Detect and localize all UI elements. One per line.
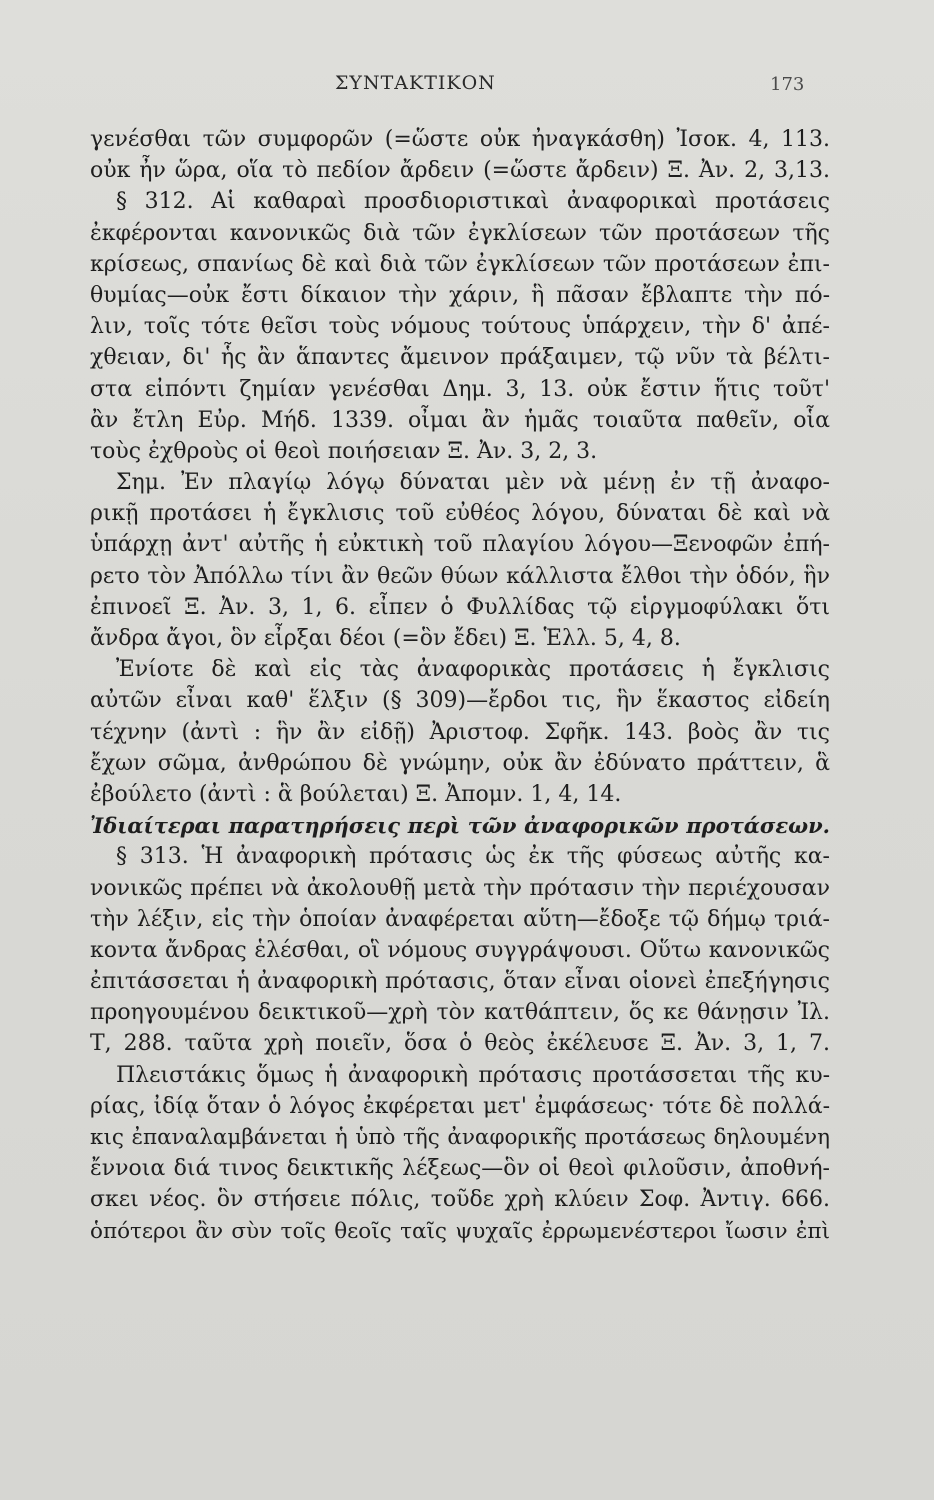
text-line: κρίσεως, σπανίως δὲ καὶ διὰ τῶν ἐγκλίσεων τῶν προτάσεων ἐπι-: [90, 251, 830, 277]
text-line: τοὺς ἐχθροὺς οἱ θεοὶ ποιήσειαν Ξ. Ἀν. 3, 2, 3.: [90, 438, 598, 464]
text-line: τὴν λέξιν, εἰς τὴν ὁποίαν ἀναφέρεται αὕτη—ἔδοξε τῷ δήμῳ τριά-: [90, 906, 830, 932]
text-line: ὑπάρχῃ ἀντ' αὐτῆς ἡ εὐκτικὴ τοῦ πλαγίου λόγου—Ξενοφῶν ἐπή-: [90, 532, 830, 558]
text-line: χθειαν, δι' ἧς ἂν ἅπαντες ἄμεινον πράξαιμεν, τῷ νῦν τὰ βέλτι-: [90, 345, 830, 371]
running-title: ΣΥΝΤΑΚΤΙΚΟΝ: [335, 72, 496, 94]
paragraph-start-line: Ἐνίοτε δὲ καὶ εἰς τὰς ἀναφορικὰς προτάσεις ἡ ἔγκλισις: [116, 657, 830, 683]
subsection-heading: Ἰδιαίτεραι παρατηρήσεις περὶ τῶν ἀναφορικῶν προτάσεων.: [90, 813, 830, 839]
text-line: ἐπινοεῖ Ξ. Ἀν. 3, 1, 6. εἶπεν ὁ Φυλλίδας τῷ εἱργμοφύλακι ὅτι: [90, 594, 830, 620]
text-line: ρίας, ἰδίᾳ ὅταν ὁ λόγος ἐκφέρεται μετ' ἐμφάσεως· τότε δὲ πολλά-: [90, 1093, 830, 1119]
text-line: ρικῇ προτάσει ἡ ἔγκλισις τοῦ εὐθέος λόγου, δύναται δὲ καὶ νὰ: [90, 501, 830, 527]
page-number: 173: [770, 74, 805, 95]
text-line: ἔννοια διά τινος δεικτικῆς λέξεως—ὃν οἱ θεοὶ φιλοῦσιν, ἀποθνή-: [90, 1156, 830, 1182]
text-line: στα εἰπόντι ζημίαν γενέσθαι Δημ. 3, 13. οὐκ ἔστιν ἥτις τοῦτ': [90, 376, 830, 402]
text-line: νονικῶς πρέπει νὰ ἀκολουθῇ μετὰ τὴν πρότασιν τὴν περιέχουσαν: [90, 875, 830, 901]
text-line: λιν, τοῖς τότε θεῖσι τοὺς νόμους τούτους ὑπάρχειν, τὴν δ' ἀπέ-: [90, 314, 830, 340]
paragraph-start-line: Πλειστάκις ὅμως ἡ ἀναφορικὴ πρότασις προτάσσεται τῆς κυ-: [116, 1062, 830, 1088]
text-line: ὁπότεροι ἂν σὺν τοῖς θεοῖς ταῖς ψυχαῖς ἐρρωμενέστεροι ἴωσιν ἐπὶ: [90, 1218, 830, 1244]
text-line: ἐβούλετο (ἀντὶ : ἃ βούλεται) Ξ. Ἀπομν. 1, 4, 14.: [90, 781, 622, 807]
running-head: [0, 72, 934, 102]
text-line: αὐτῶν εἶναι καθ' ἕλξιν (§ 309)—ἔρδοι τις, ἣν ἕκαστος εἰδείη: [90, 688, 830, 714]
text-line: προηγουμένου δεικτικοῦ—χρὴ τὸν κατθάπτειν, ὅς κε θάνῃσιν Ἰλ.: [90, 1000, 830, 1026]
text-line: οὐκ ἦν ὥρα, οἵα τὸ πεδίον ἄρδειν (=ὥστε ἄρδειν) Ξ. Ἀν. 2, 3,13.: [90, 158, 830, 184]
text-line: θυμίας—οὐκ ἔστι δίκαιον τὴν χάριν, ἣ πᾶσαν ἔβλαπτε τὴν πό-: [90, 282, 830, 308]
text-line: γενέσθαι τῶν συμφορῶν (=ὥστε οὐκ ἠναγκάσθη) Ἰσοκ. 4, 113.: [90, 127, 830, 152]
text-line: τέχνην (ἀντὶ : ἣν ἂν εἰδῇ) Ἀριστοφ. Σφῆκ. 143. βοὸς ἂν τις: [90, 719, 830, 745]
text-line: ἄνδρα ἄγοι, ὃν εἶρξαι δέοι (=ὃν ἔδει) Ξ. Ἑλλ. 5, 4, 8.: [90, 626, 681, 651]
text-line: ρετο τὸν Ἀπόλλω τίνι ἂν θεῶν θύων κάλλιστα ἔλθοι τὴν ὁδόν, ἣν: [90, 563, 830, 589]
body-text: [90, 124, 830, 1247]
text-line: κοντα ἄνδρας ἑλέσθαι, οἳ νόμους συγγράψουσι. Οὕτω κανονικῶς: [90, 937, 830, 963]
note-heading-line: Σημ. Ἐν πλαγίῳ λόγῳ δύναται μὲν νὰ μένῃ ἐν τῇ ἀναφο-: [116, 470, 830, 496]
text-line: ἐκφέρονται κανονικῶς διὰ τῶν ἐγκλίσεων τῶν προτάσεων τῆς: [90, 220, 830, 246]
text-line: ἔχων σῶμα, ἀνθρώπου δὲ γνώμην, οὐκ ἂν ἐδύνατο πράττειν, ἃ: [90, 750, 830, 776]
text-line: ἐπιτάσσεται ἡ ἀναφορικὴ πρότασις, ὅταν εἶναι οἱονεὶ ἐπεξήγησις: [90, 969, 830, 995]
text-line: ἂν ἔτλη Εὐρ. Μήδ. 1339. οἶμαι ἂν ἡμᾶς τοιαῦτα παθεῖν, οἷα: [90, 407, 830, 433]
section-313-heading-line: § 313. Ἡ ἀναφορικὴ πρότασις ὡς ἐκ τῆς φύσεως αὐτῆς κα-: [116, 844, 830, 870]
text-line: σκει νέος. ὃν στήσειε πόλις, τοῦδε χρὴ κλύειν Σοφ. Ἀντιγ. 666.: [90, 1187, 830, 1213]
section-312-heading-line: § 312. Αἱ καθαραὶ προσδιοριστικαὶ ἀναφορικαὶ προτάσεις: [116, 189, 830, 215]
text-line: Τ, 288. ταῦτα χρὴ ποιεῖν, ὅσα ὁ θεὸς ἐκέλευσε Ξ. Ἀν. 3, 1, 7.: [90, 1031, 830, 1057]
text-line: κις ἐπαναλαμβάνεται ἡ ὑπὸ τῆς ἀναφορικῆς προτάσεως δηλουμένη: [90, 1125, 830, 1150]
